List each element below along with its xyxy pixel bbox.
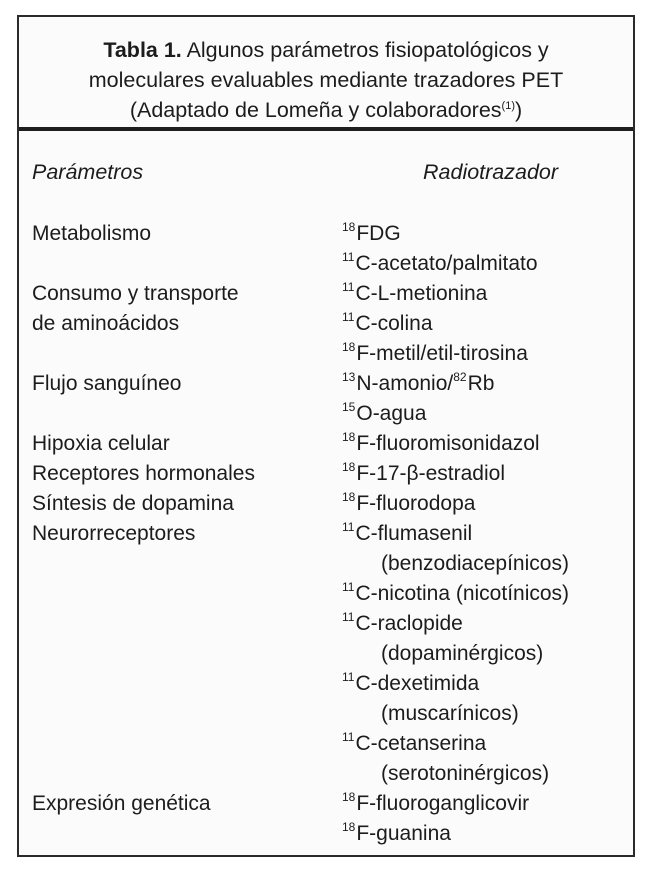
table-body [19,219,633,849]
radiotracer-cell [381,639,543,669]
isotope-mass-number: 82 [453,370,467,384]
isotope-mass-number: 13 [342,370,356,384]
radiotracer-cell [342,519,472,549]
caption-label: Tabla 1. [103,38,182,62]
caption-line-3 [19,95,633,125]
table-row [19,639,633,669]
parameter-cell: Síntesis de dopamina [32,492,234,515]
table-row [19,729,633,759]
radiotracer-cell [381,759,549,789]
radiotracer-cell [381,549,569,579]
radiotracer-name: F-guanina [356,822,451,845]
parameter-cell: Receptores hormonales [32,462,255,485]
parameter-cell: Expresión genética [32,792,211,815]
radiotracer-cell [342,249,538,279]
parameter-cell: Neurorreceptores [32,522,196,545]
isotope-mass-number: 18 [342,220,356,234]
table-caption [19,35,633,125]
column-header-parametros: Parámetros [32,160,144,184]
radiotracer-cell [342,489,475,519]
radiotracer-name: O-agua [356,402,427,425]
table-row [19,579,633,609]
radiotracer-name: F-fluoroganglicovir [356,792,530,815]
radiotracer-name: C-dexetimida [355,672,480,695]
radiotracer-name: (dopaminérgicos) [381,642,544,665]
caption-line-3-text: (Adaptado de Lomeña y colaboradores [129,98,502,122]
table-row [19,669,633,699]
table-row [19,519,633,549]
radiotracer-name: (serotoninérgicos) [381,762,550,785]
table-row [19,249,633,279]
radiotracer-name: C-cetanserina [355,732,487,755]
radiotracer-name: C-nicotina (nicotínicos) [355,582,570,605]
parameter-cell: Consumo y transporte [32,282,239,305]
radiotracer-name: C-acetato/palmitato [355,252,538,275]
table-row [19,459,633,489]
caption-line-1 [19,35,633,65]
radiotracer-name: C-colina [355,312,433,335]
radiotracer-name: C-flumasenil [355,522,473,545]
radiotracer-cell [342,279,487,309]
isotope-mass-number: 18 [342,430,356,444]
caption-reference: (1) [501,100,515,112]
radiotracer-name: C-raclopide [355,612,463,635]
radiotracer-cell [342,789,529,819]
isotope-mass-number: 11 [342,280,355,294]
table-row [19,339,633,369]
table-row [19,759,633,789]
radiotracer-name: Rb [467,372,495,395]
isotope-mass-number: 11 [342,580,355,594]
radiotracer-cell [342,609,463,639]
caption-line-1-text: Algunos parámetros fisiopatológicos y [181,38,549,62]
isotope-mass-number: 11 [342,610,355,624]
table-row [19,489,633,519]
table-row [19,429,633,459]
isotope-mass-number: 11 [342,730,355,744]
header-divider [19,127,633,131]
table-row [19,279,633,309]
table-row [19,609,633,639]
isotope-mass-number: 18 [342,790,356,804]
parameter-cell: Hipoxia celular [32,432,170,455]
caption-line-3-end: ) [515,98,523,122]
isotope-mass-number: 11 [342,670,355,684]
radiotracer-cell [342,669,479,699]
isotope-mass-number: 11 [342,520,355,534]
radiotracer-cell [381,699,519,729]
table-row [19,819,633,849]
table-row [19,789,633,819]
parameter-cell: Flujo sanguíneo [32,372,182,395]
parameter-cell: de aminoácidos [32,312,180,335]
radiotracer-cell [342,309,433,339]
table-frame [17,15,635,857]
radiotracer-name: FDG [356,222,401,245]
radiotracer-name: F-17-β-estradiol [356,462,505,485]
table-row [19,369,633,399]
isotope-mass-number: 18 [342,490,356,504]
radiotracer-cell [342,399,426,429]
table-row [19,399,633,429]
radiotracer-name: F-fluoromisonidazol [356,432,540,455]
radiotracer-cell [342,819,451,849]
radiotracer-cell [342,729,486,759]
parameter-cell: Metabolismo [32,222,152,245]
radiotracer-name: F-metil/etil-tirosina [356,342,528,365]
radiotracer-cell [342,459,505,489]
isotope-mass-number: 18 [342,820,356,834]
table-row [19,549,633,579]
radiotracer-cell [342,579,569,609]
caption-line-2: moleculares evaluables mediante trazadores PET [88,68,564,92]
radiotracer-name: N-amonio/ [356,372,454,395]
radiotracer-name: F-fluorodopa [356,492,476,515]
isotope-mass-number: 18 [342,340,356,354]
table-row [19,219,633,249]
isotope-mass-number: 18 [342,460,356,474]
isotope-mass-number: 11 [342,310,355,324]
table-row [19,309,633,339]
radiotracer-cell [342,429,540,459]
table-row [19,699,633,729]
radiotracer-name: (muscarínicos) [381,702,519,725]
radiotracer-cell [342,369,494,399]
radiotracer-name: C-L-metionina [355,282,488,305]
column-header-radiotrazador: Radiotrazador [423,160,559,184]
isotope-mass-number: 15 [342,400,356,414]
radiotracer-name: (benzodiacepínicos) [381,552,569,575]
radiotracer-cell [342,339,528,369]
isotope-mass-number: 11 [342,250,355,264]
radiotracer-cell [342,219,401,249]
